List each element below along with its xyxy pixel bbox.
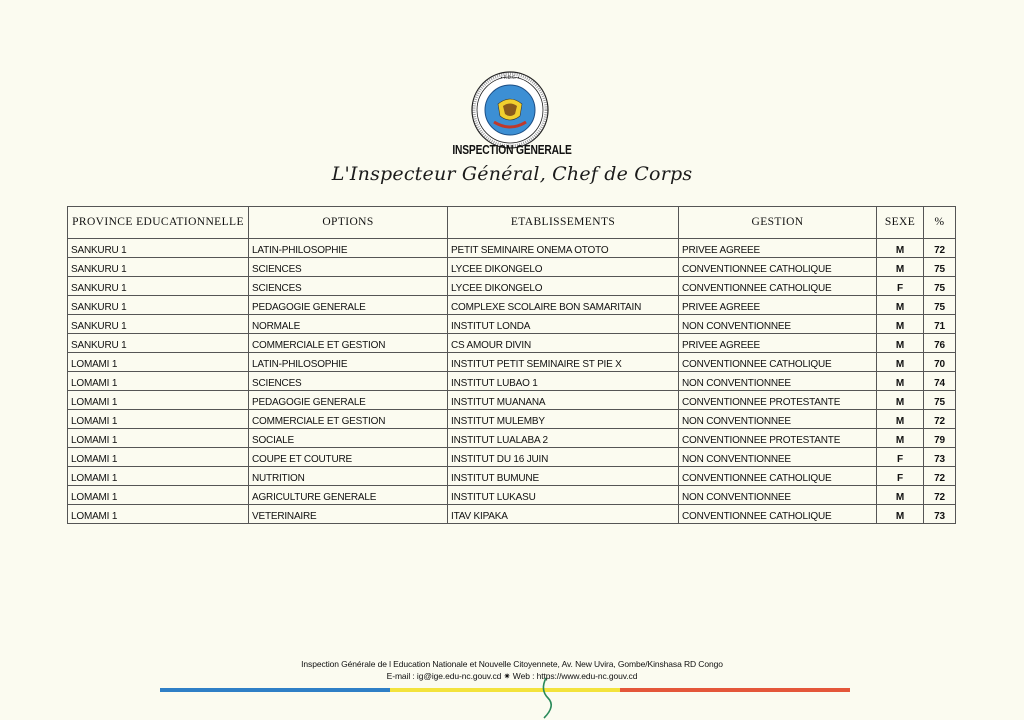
cell-option: COMMERCIALE ET GESTION [249, 410, 448, 429]
cell-province: LOMAMI 1 [68, 448, 249, 467]
cell-gestion: NON CONVENTIONNEE [679, 372, 877, 391]
cell-province: SANKURU 1 [68, 315, 249, 334]
cell-pct: 75 [924, 296, 956, 315]
cell-etablissement: LYCEE DIKONGELO [448, 258, 679, 277]
cell-province: SANKURU 1 [68, 277, 249, 296]
cell-sexe: M [877, 315, 924, 334]
cell-gestion: CONVENTIONNEE CATHOLIQUE [679, 353, 877, 372]
col-header-province: PROVINCE EDUCATIONNELLE [68, 207, 249, 239]
col-header-etablissements: ETABLISSEMENTS [448, 207, 679, 239]
cell-sexe: M [877, 486, 924, 505]
cell-gestion: PRIVEE AGREEE [679, 239, 877, 258]
table-header-row [68, 207, 956, 239]
cell-sexe: F [877, 448, 924, 467]
cell-etablissement: INSTITUT PETIT SEMINAIRE ST PIE X [448, 353, 679, 372]
cell-pct: 70 [924, 353, 956, 372]
cell-pct: 74 [924, 372, 956, 391]
cell-sexe: M [877, 334, 924, 353]
cell-province: SANKURU 1 [68, 296, 249, 315]
col-header-options: OPTIONS [249, 207, 448, 239]
table-row [68, 467, 956, 486]
cell-pct: 75 [924, 277, 956, 296]
footer-address: Inspection Générale de l Education Nationale et Nouvelle Citoyennete, Av. New Uvira, Gombe/Kinshasa RD Congo [301, 659, 723, 669]
cell-etablissement: CS AMOUR DIVIN [448, 334, 679, 353]
cell-pct: 73 [924, 505, 956, 524]
cell-province: LOMAMI 1 [68, 391, 249, 410]
flag-yellow-segment [390, 688, 620, 692]
table-row [68, 315, 956, 334]
cell-province: SANKURU 1 [68, 258, 249, 277]
cell-option: VETERINAIRE [249, 505, 448, 524]
cell-pct: 72 [924, 486, 956, 505]
cell-option: SCIENCES [249, 258, 448, 277]
table-row [68, 353, 956, 372]
cell-option: SOCIALE [249, 429, 448, 448]
cell-province: LOMAMI 1 [68, 353, 249, 372]
flag-red-segment [620, 688, 850, 692]
cell-option: SCIENCES [249, 277, 448, 296]
cell-option: PEDAGOGIE GENERALE [249, 296, 448, 315]
cell-sexe: M [877, 353, 924, 372]
cell-etablissement: COMPLEXE SCOLAIRE BON SAMARITAIN [448, 296, 679, 315]
cell-pct: 72 [924, 410, 956, 429]
cell-gestion: PRIVEE AGREEE [679, 334, 877, 353]
cell-etablissement: INSTITUT LONDA [448, 315, 679, 334]
cell-gestion: CONVENTIONNEE PROTESTANTE [679, 391, 877, 410]
flag-blue-segment [160, 688, 390, 692]
table-row [68, 391, 956, 410]
cell-etablissement: INSTITUT LUKASU [448, 486, 679, 505]
cell-sexe: M [877, 239, 924, 258]
cell-etablissement: PETIT SEMINAIRE ONEMA OTOTO [448, 239, 679, 258]
cell-province: LOMAMI 1 [68, 410, 249, 429]
table-row [68, 486, 956, 505]
cell-pct: 72 [924, 467, 956, 486]
cell-option: LATIN-PHILOSOPHIE [249, 353, 448, 372]
cell-province: LOMAMI 1 [68, 486, 249, 505]
cell-pct: 72 [924, 239, 956, 258]
cell-pct: 75 [924, 258, 956, 277]
cell-sexe: M [877, 391, 924, 410]
cell-option: COUPE ET COUTURE [249, 448, 448, 467]
table-row [68, 410, 956, 429]
table-row [68, 505, 956, 524]
cell-gestion: CONVENTIONNEE CATHOLIQUE [679, 467, 877, 486]
cell-sexe: F [877, 467, 924, 486]
page-title: INSPECTION GENERALE [452, 143, 572, 157]
signatory-title: L'Inspecteur Général, Chef de Corps [331, 163, 693, 185]
cell-sexe: M [877, 258, 924, 277]
cell-option: LATIN-PHILOSOPHIE [249, 239, 448, 258]
table-row [68, 277, 956, 296]
cell-etablissement: INSTITUT MULEMBY [448, 410, 679, 429]
cell-province: LOMAMI 1 [68, 467, 249, 486]
cell-province: SANKURU 1 [68, 334, 249, 353]
cell-sexe: M [877, 429, 924, 448]
cell-etablissement: ITAV KIPAKA [448, 505, 679, 524]
cell-gestion: CONVENTIONNEE CATHOLIQUE [679, 277, 877, 296]
cell-etablissement: INSTITUT LUALABA 2 [448, 429, 679, 448]
table-row [68, 372, 956, 391]
col-header-sexe: SEXE [877, 207, 924, 239]
cell-sexe: F [877, 277, 924, 296]
cell-pct: 73 [924, 448, 956, 467]
cell-sexe: M [877, 372, 924, 391]
cell-etablissement: INSTITUT LUBAO 1 [448, 372, 679, 391]
cell-gestion: NON CONVENTIONNEE [679, 448, 877, 467]
table-row [68, 258, 956, 277]
cell-sexe: M [877, 505, 924, 524]
cell-sexe: M [877, 410, 924, 429]
svg-text:• R.D.C. •: • R.D.C. • [500, 75, 520, 80]
cell-gestion: NON CONVENTIONNEE [679, 486, 877, 505]
cell-gestion: CONVENTIONNEE PROTESTANTE [679, 429, 877, 448]
cell-pct: 79 [924, 429, 956, 448]
cell-gestion: NON CONVENTIONNEE [679, 315, 877, 334]
cell-option: SCIENCES [249, 372, 448, 391]
cell-option: AGRICULTURE GENERALE [249, 486, 448, 505]
cell-gestion: CONVENTIONNEE CATHOLIQUE [679, 505, 877, 524]
cell-option: COMMERCIALE ET GESTION [249, 334, 448, 353]
table-row [68, 296, 956, 315]
cell-province: LOMAMI 1 [68, 429, 249, 448]
cell-pct: 75 [924, 391, 956, 410]
table-row [68, 448, 956, 467]
table-row [68, 429, 956, 448]
table-row [68, 334, 956, 353]
cell-gestion: PRIVEE AGREEE [679, 296, 877, 315]
cell-etablissement: INSTITUT MUANANA [448, 391, 679, 410]
results-table [67, 206, 956, 524]
flag-color-bar [160, 688, 850, 692]
cell-sexe: M [877, 296, 924, 315]
signature-mark [536, 676, 566, 720]
table-row [68, 239, 956, 258]
cell-gestion: NON CONVENTIONNEE [679, 410, 877, 429]
official-seal-logo [470, 70, 550, 150]
col-header-pct: % [924, 207, 956, 239]
cell-option: NUTRITION [249, 467, 448, 486]
col-header-gestion: GESTION [679, 207, 877, 239]
cell-pct: 71 [924, 315, 956, 334]
cell-gestion: CONVENTIONNEE CATHOLIQUE [679, 258, 877, 277]
footer-contact: E-mail : ig@ige.edu-nc.gouv.cd ✷ Web : https://www.edu-nc.gouv.cd [386, 671, 638, 681]
cell-option: PEDAGOGIE GENERALE [249, 391, 448, 410]
cell-province: SANKURU 1 [68, 239, 249, 258]
cell-etablissement: INSTITUT BUMUNE [448, 467, 679, 486]
cell-etablissement: INSTITUT DU 16 JUIN [448, 448, 679, 467]
cell-province: LOMAMI 1 [68, 505, 249, 524]
cell-etablissement: LYCEE DIKONGELO [448, 277, 679, 296]
cell-pct: 76 [924, 334, 956, 353]
cell-province: LOMAMI 1 [68, 372, 249, 391]
cell-option: NORMALE [249, 315, 448, 334]
